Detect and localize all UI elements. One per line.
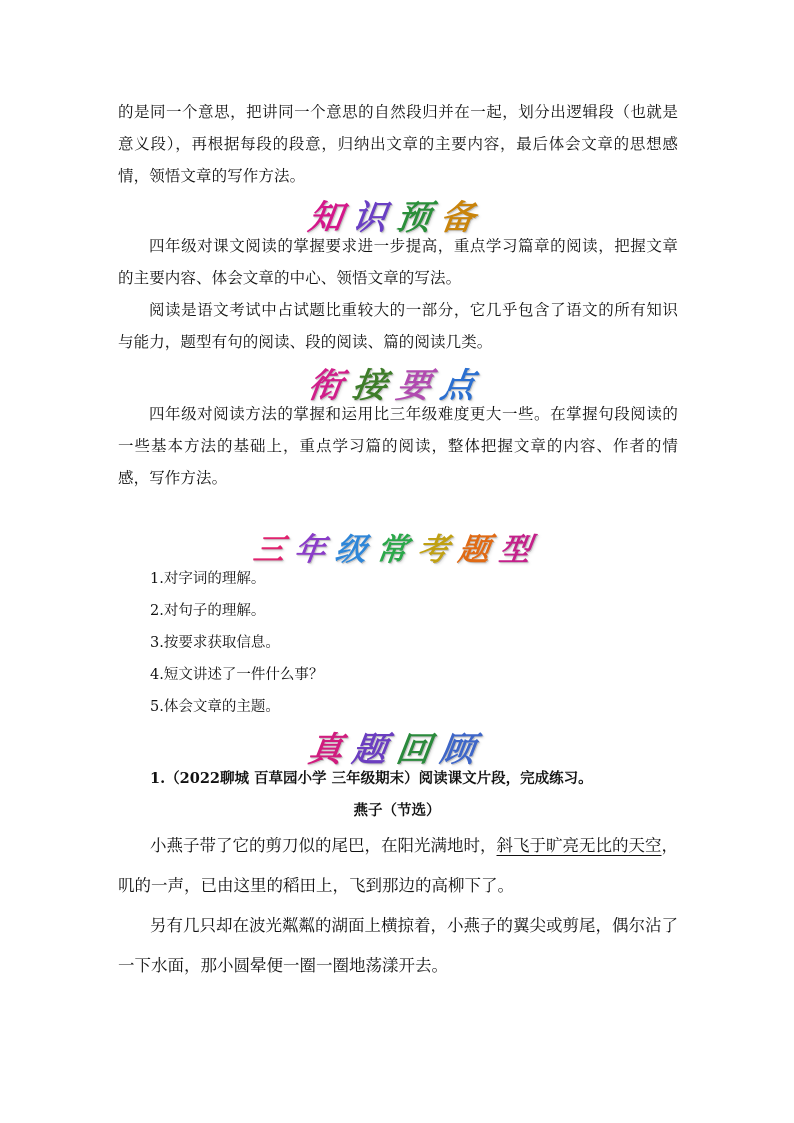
heading-char: 常: [373, 532, 420, 568]
heading-char: 预: [393, 198, 444, 238]
connection-block: [118, 398, 678, 494]
knowledge-paragraph-2: 阅读是语文考试中占试题比重较大的一部分，它几乎包含了语文的所有知识与能力，题型有句的阅读、段的阅读、篇的阅读几类。: [118, 301, 678, 351]
heading-char: 接: [349, 366, 400, 406]
heading-question-types: [0, 524, 794, 569]
intro-paragraph-block: [118, 96, 678, 192]
heading-char: 识: [349, 198, 400, 238]
list-item: 4.短文讲述了一件什么事？: [150, 667, 324, 683]
passage-paragraph-2: 另有几只却在波光粼粼的湖面上横掠着，小燕子的翼尖或剪尾，偶尔沾了一下水面，那小圆晕便一圈一圈地荡漾开去。: [118, 916, 678, 975]
question-prompt: 1.（2022聊城 百草园小学 三年级期末）阅读课文片段，完成练习。: [150, 770, 593, 787]
list-item: 2.对句子的理解。: [150, 603, 266, 619]
heading-review: [0, 722, 794, 771]
heading-char: 备: [437, 198, 488, 238]
list-item: 1.对字词的理解。: [150, 571, 266, 587]
heading-char: 回: [393, 730, 444, 770]
heading-char: 级: [332, 532, 379, 568]
intro-paragraph: 的是同一个意思，把讲同一个意思的自然段归并在一起，划分出逻辑段（也就是意义段），再根据每段的段意，归纳出文章的主要内容，最后体会文章的思想感情，领悟文章的写作方法。: [118, 103, 678, 185]
knowledge-paragraph-1: 四年级对课文阅读的掌握要求进一步提高，重点学习篇章的阅读，把握文章的主要内容、体会文章的中心、领悟文章的写法。: [118, 237, 678, 287]
passage-block: [118, 826, 678, 986]
heading-char: 题: [455, 532, 502, 568]
heading-char: 衔: [305, 366, 356, 406]
passage-text: ，叽的一声，已由这里的稻田上，飞到那边的高柳下了。: [118, 836, 678, 895]
passage-paragraph-1: [118, 826, 678, 906]
heading-char: 要: [393, 366, 444, 406]
heading-char: 年: [291, 532, 338, 568]
heading-char: 题: [349, 730, 400, 770]
list-item: 3.按要求获取信息。: [150, 635, 280, 651]
connection-paragraph: 四年级对阅读方法的掌握和运用比三年级难度更大一些。在掌握句段阅读的一些基本方法的基础上，重点学习篇的阅读，整体把握文章的内容、作者的情感，写作方法。: [118, 405, 678, 487]
heading-char: 三: [250, 532, 297, 568]
knowledge-block: [118, 230, 678, 358]
list-item: 5.体会文章的主题。: [150, 699, 280, 715]
heading-char: 型: [496, 532, 543, 568]
underlined-phrase: 斜飞于旷亮无比的天空: [496, 836, 662, 855]
heading-char: 知: [305, 198, 356, 238]
heading-char: 点: [437, 366, 488, 406]
passage-text: 小燕子带了它的剪刀似的尾巴，在阳光满地时，: [150, 836, 497, 855]
heading-char: 真: [305, 730, 356, 770]
passage-title: 燕子（节选）: [353, 802, 441, 819]
heading-char: 考: [414, 532, 461, 568]
heading-char: 顾: [437, 730, 488, 770]
